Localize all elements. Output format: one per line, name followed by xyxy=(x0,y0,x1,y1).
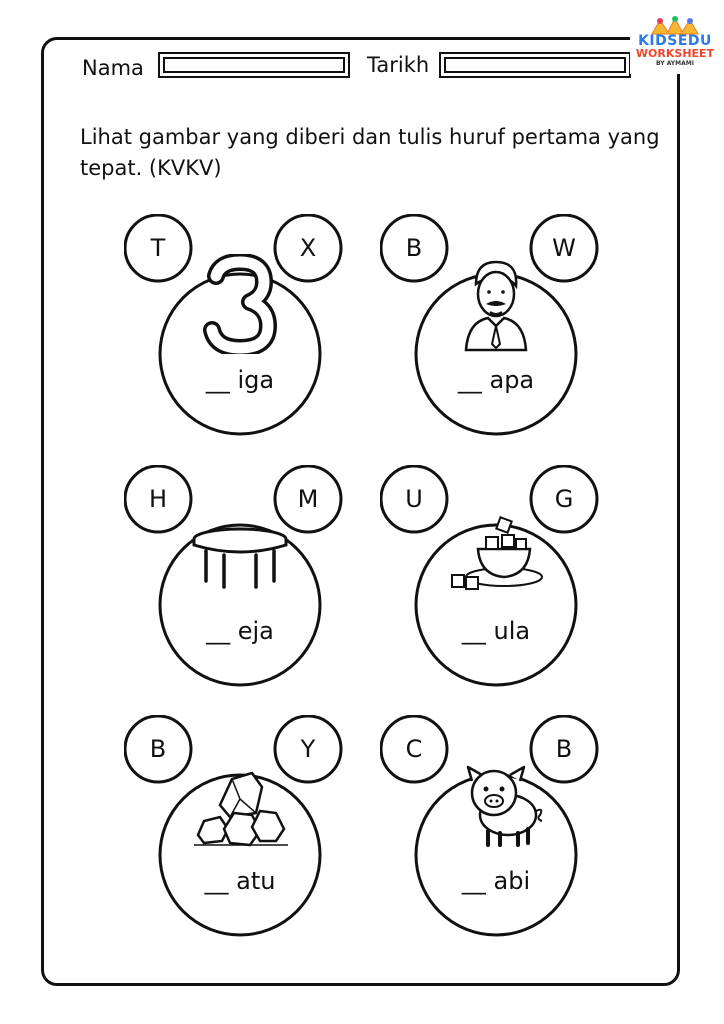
date-label: Tarikh xyxy=(367,53,430,77)
word-blank: __ abi xyxy=(461,867,531,895)
name-label: Nama xyxy=(82,56,144,80)
option-right[interactable]: B xyxy=(555,735,573,763)
exercise-item-2 xyxy=(380,214,636,450)
exercise-item-3 xyxy=(124,465,380,701)
word-blank: __ eja xyxy=(206,617,274,645)
logo-text-line3: BY AYMAMI xyxy=(656,60,694,67)
option-right[interactable]: Y xyxy=(300,735,316,763)
father-icon xyxy=(446,254,546,354)
instructions-text: Lihat gambar yang diberi dan tulis huruf pertama yang tepat. (KVKV) xyxy=(80,125,660,180)
kidsedu-logo xyxy=(630,16,720,74)
logo-text-line1: KIDSEDU xyxy=(638,33,712,49)
word-blank: __ atu xyxy=(204,867,276,895)
option-right[interactable]: G xyxy=(554,485,574,513)
number-three-icon xyxy=(190,254,290,354)
word-blank: __ iga xyxy=(205,366,275,394)
option-left[interactable]: U xyxy=(405,485,423,513)
sugar-cubes-icon xyxy=(446,505,546,605)
pig-icon xyxy=(446,755,546,855)
word-blank: __ apa xyxy=(457,366,535,394)
option-left[interactable]: H xyxy=(148,485,168,513)
table-icon xyxy=(190,505,290,605)
date-field[interactable] xyxy=(439,52,631,78)
option-left[interactable]: T xyxy=(150,234,166,262)
logo-text-line2: WORKSHEET xyxy=(635,47,715,60)
exercise-item-5 xyxy=(124,715,380,951)
exercise-item-4 xyxy=(380,465,636,701)
option-left[interactable]: C xyxy=(405,735,423,763)
option-left[interactable]: B xyxy=(405,234,423,262)
exercise-item-1 xyxy=(124,214,380,450)
option-right[interactable]: X xyxy=(299,234,317,262)
option-right[interactable]: W xyxy=(552,234,576,262)
exercise-item-6 xyxy=(380,715,636,951)
rocks-icon xyxy=(190,755,290,855)
name-field[interactable] xyxy=(158,52,350,78)
word-blank: __ ula xyxy=(461,617,531,645)
option-left[interactable]: B xyxy=(149,735,167,763)
option-right[interactable]: M xyxy=(297,485,319,513)
